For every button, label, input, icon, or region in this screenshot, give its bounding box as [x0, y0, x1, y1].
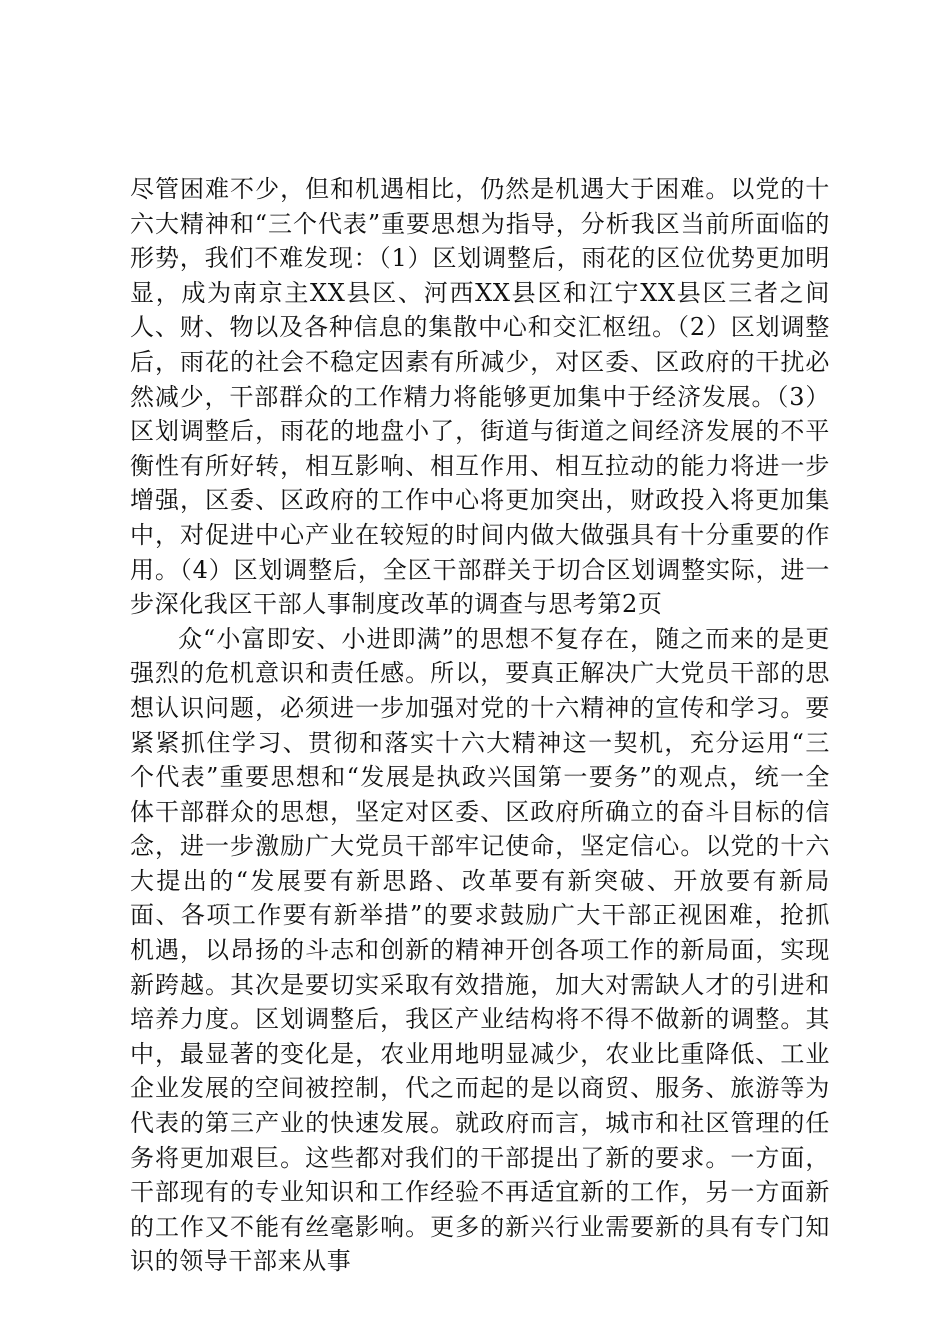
paragraph-2: 众“小富即安、小进即满”的思想不复存在，随之而来的是更强烈的危机意识和责任感。所以，要真正解决广大党员干部的思想认识问题，必须进一步加强对党的十六精神的宣传和学习。要紧紧抓住学习、贯彻和落实十六大精神这一契机，充分运用“三个代表”重要思想和“发展是执政兴国第一要务”的观点，统一全体干部群众的思想，坚定对区委、区政府所确立的奋斗目标的信念，进一步激励广大党员干部牢记使命，坚定信心。以党的十六大提出的“发展要有新思路、改革要有新突破、开放要有新局面、各项工作要有新举措”的要求鼓励广大干部正视困难，抢抓机遇，以昂扬的斗志和创新的精神开创各项工作的新局面，实现新跨越。其次是要切实采取有效措施，加大对需缺人才的引进和培养力度。区划调整后，我区产业结构将不得不做新的调整。其中，最显著的变化是，农业用地明显减少，农业比重降低、工业企业发展的空间被控制，代之而起的是以商贸、服务、旅游等为代表的第三产业的快速发展。就政府而言，城市和社区管理的任务将更加艰巨。这些都对我们的干部提出了新的要求。一方面，干部现有的专业知识和工作经验不再适宜新的工作，另一方面新的工作又不能有丝毫影响。更多的新兴行业需要新的具有专门知识的领导干部来从事 [130, 624, 830, 1276]
document-body [130, 172, 830, 1279]
paragraph-1: 尽管困难不少，但和机遇相比，仍然是机遇大于困难。以党的十六大精神和“三个代表”重要思想为指导，分析我区当前所面临的形势，我们不难发现：（1）区划调整后，雨花的区位优势更加明显，成为南京主XX县区、河西XX县区和江宁XX县区三者之间人、财、物以及各种信息的集散中心和交汇枢纽。（2）区划调整后，雨花的社会不稳定因素有所减少，对区委、区政府的干扰必然减少，干部群众的工作精力将能够更加集中于经济发展。（3）区划调整后，雨花的地盘小了，街道与街道之间经济发展的不平衡性有所好转，相互影响、相互作用、相互拉动的能力将进一步增强，区委、区政府的工作中心将更加突出，财政投入将更加集中，对促进中心产业在较短的时间内做大做强具有十分重要的作用。（4）区划调整后，全区干部群关于切合区划调整实际，进一步深化我区干部人事制度改革的调查与思考第2页 [130, 175, 830, 619]
